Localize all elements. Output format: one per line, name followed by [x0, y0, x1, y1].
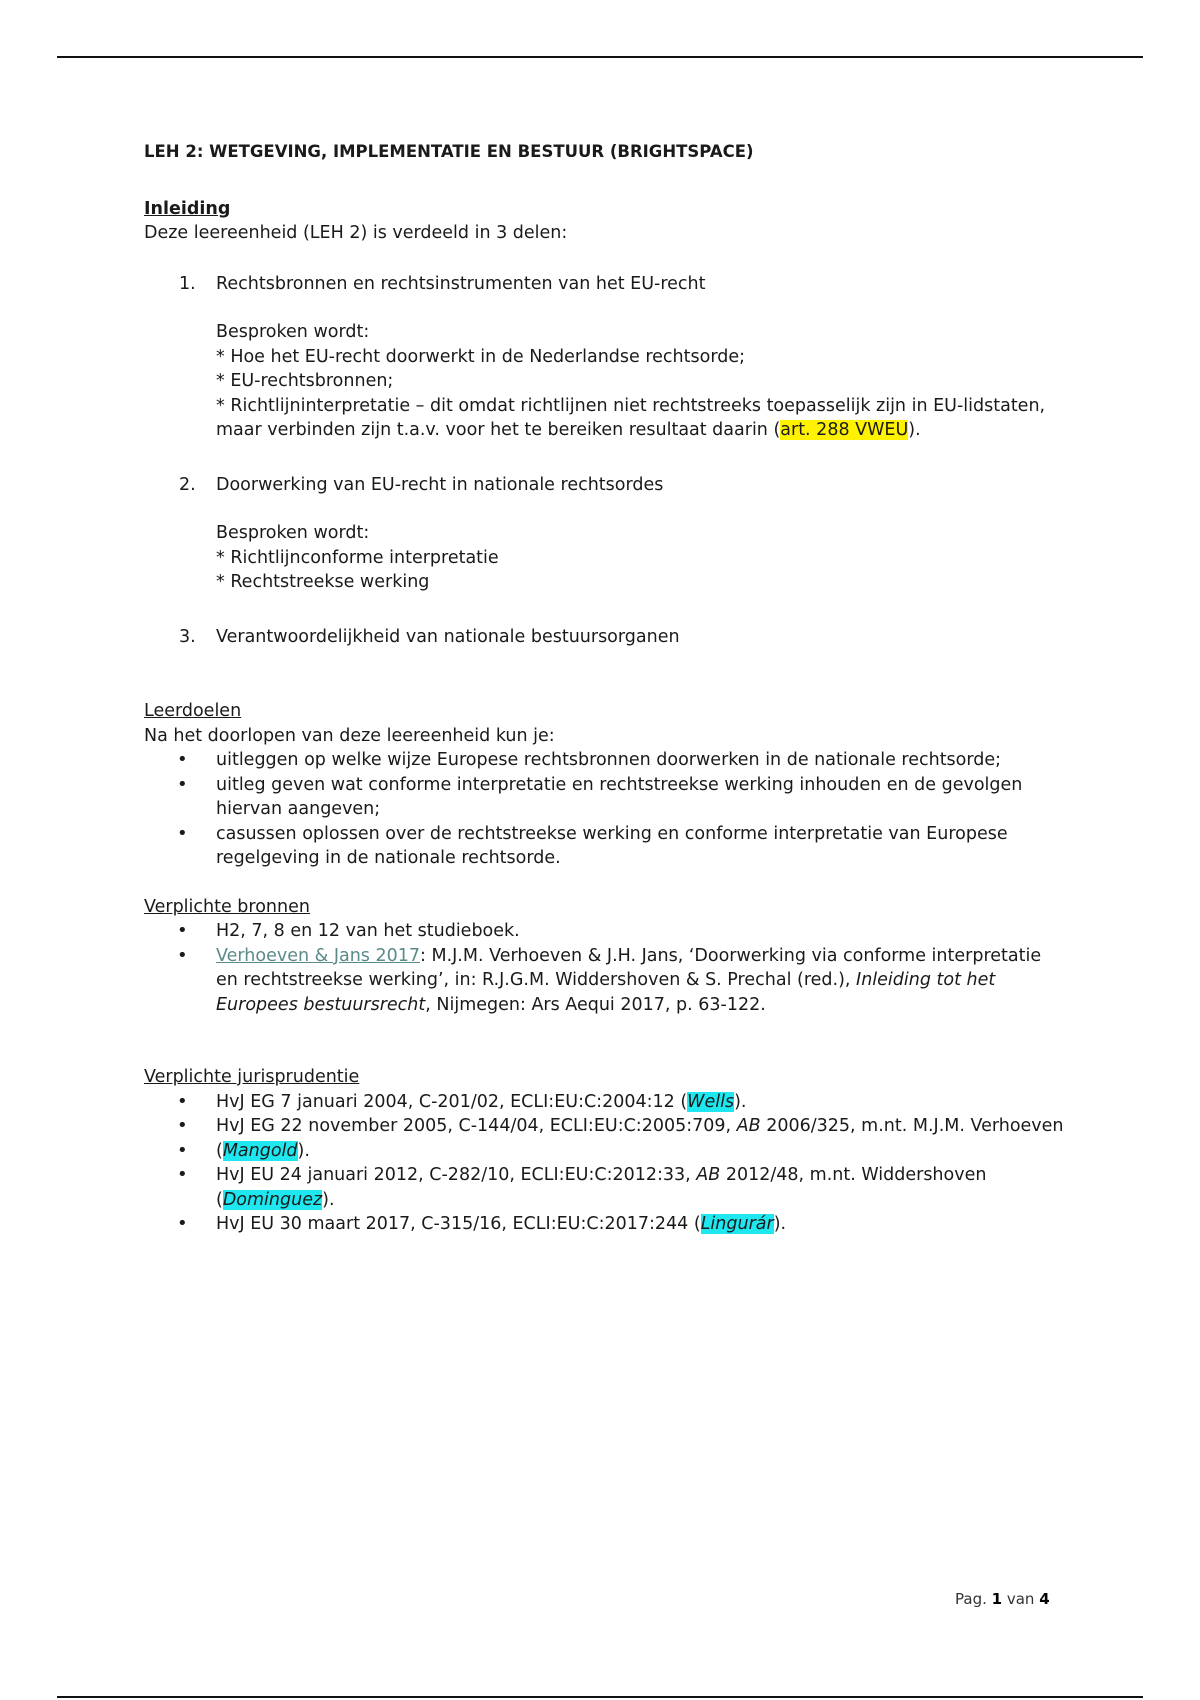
leerdoelen-intro: Na het doorlopen van deze leereenheid kun je:: [144, 725, 555, 746]
bronnen-section: [144, 895, 1064, 1018]
part-item-2: [144, 473, 1064, 595]
page-number: 1: [991, 1590, 1003, 1608]
source-text: : M.J.M. Verhoeven & J.H. Jans, ‘Doorwerking via conforme interpretatie en rechtstreekse werking’, in: R.J.G.M. Widdershoven & S. Prechal (red.),: [216, 945, 1042, 990]
discussed-item: [216, 394, 1064, 443]
footer-rule: [57, 1696, 1143, 1698]
discussed-item: * Rechtstreekse werking: [216, 572, 430, 592]
list-item: [144, 1114, 1064, 1139]
part-item-3: [144, 625, 1064, 650]
part-discussion: [216, 521, 1064, 595]
case-end: ).: [322, 1189, 335, 1210]
jurisprudentie-list: [144, 1090, 1064, 1237]
case-end: ).: [734, 1091, 747, 1112]
leerdoelen-list: [144, 748, 1064, 871]
page-middle: van: [1002, 1590, 1040, 1608]
list-item: [144, 1163, 1064, 1212]
case-end: ).: [773, 1214, 787, 1234]
case-text: HvJ EG 7 januari 2004, C-201/02, ECLI:EU:C:2004:12 (: [216, 1091, 688, 1112]
source-link[interactable]: Verhoeven & Jans 2017: [216, 945, 421, 966]
jurisprudentie-heading: Verplichte jurisprudentie: [144, 1067, 360, 1087]
part-discussion: [216, 320, 1064, 443]
page-footer: [955, 1590, 1050, 1608]
case-name: Mangold: [222, 1140, 298, 1161]
list-item: • uitleg geven wat conforme interpretatie en rechtstreekse werking inhouden en de gevolgen hiervan aangeven;: [144, 773, 1064, 822]
header-rule: [57, 56, 1143, 58]
list-item: [144, 1139, 1064, 1164]
case-name: Dominguez: [222, 1189, 323, 1210]
source-text-end: , Nijmegen: Ars Aequi 2017, p. 63-122.: [425, 994, 766, 1015]
case-text-mid: 2012/48, m.nt. Widdershoven (: [216, 1165, 987, 1210]
discussed-item-text: * Richtlijninterpretatie – dit omdat richtlijnen niet rechtstreeks toepasselijk zijn in EU-lidstaten, maar verbinden zijn t.a.v. voor het te bereiken resultaat daarin (: [216, 395, 1046, 440]
list-item: • casussen oplossen over de rechtstreekse werking en conforme interpretatie van Europese regelgeving in de nationale rechtsorde.: [144, 822, 1064, 871]
case-name: Lingurár: [700, 1214, 774, 1234]
document-title: LEH 2: WETGEVING, IMPLEMENTATIE EN BESTUUR (BRIGHTSPACE): [144, 142, 754, 161]
case-ab: AB: [736, 1116, 761, 1136]
highlighted-article: art. 288 VWEU: [780, 420, 909, 440]
discussed-label: Besproken wordt:: [216, 523, 370, 543]
discussed-item: * Hoe het EU-recht doorwerkt in de Nederlandse rechtsorde;: [216, 346, 745, 367]
jurisprudentie-section: [144, 1065, 1064, 1237]
case-text: HvJ EG 22 november 2005, C-144/04, ECLI:EU:C:2005:709,: [216, 1116, 737, 1136]
part-number: 1.: [179, 273, 196, 294]
list-item: [144, 1090, 1064, 1115]
discussed-label: Besproken wordt:: [216, 322, 370, 342]
bronnen-heading: Verplichte bronnen: [144, 896, 310, 917]
list-item: [144, 944, 1064, 1018]
inleiding-section: [144, 197, 1064, 650]
part-title: Verantwoordelijkheid van nationale bestuursorganen: [216, 626, 680, 647]
case-end: ).: [297, 1140, 310, 1161]
discussed-item: * EU-rechtsbronnen;: [216, 371, 394, 391]
inleiding-heading: Inleiding: [144, 198, 231, 219]
part-number: 2.: [179, 474, 196, 495]
page-prefix: Pag.: [955, 1590, 992, 1608]
inleiding-intro: Deze leereenheid (LEH 2) is verdeeld in 3 delen:: [144, 223, 568, 243]
leerdoelen-section: [144, 699, 1064, 871]
case-ab: AB: [696, 1165, 721, 1185]
case-text: HvJ EU 30 maart 2017, C-315/16, ECLI:EU:C:2017:244 (: [216, 1214, 701, 1234]
parts-list: [144, 272, 1064, 650]
page-total: 4: [1039, 1590, 1050, 1608]
bronnen-list: [144, 919, 1064, 1017]
part-item-1: [144, 272, 1064, 443]
leerdoelen-heading: Leerdoelen: [144, 701, 242, 721]
part-number: 3.: [179, 626, 196, 647]
source-book-title: Inleiding tot het Europees bestuursrecht: [216, 970, 996, 1015]
part-title: Doorwerking van EU-recht in nationale rechtsordes: [216, 474, 664, 495]
list-item: • H2, 7, 8 en 12 van het studieboek.: [144, 919, 1064, 944]
discussed-item-end: ).: [908, 420, 921, 440]
discussed-item: * Richtlijnconforme interpretatie: [216, 547, 499, 568]
document-body: [144, 140, 1064, 1237]
case-name: Wells: [687, 1091, 735, 1112]
list-item: [144, 1212, 1064, 1237]
list-item: • uitleggen op welke wijze Europese rechtsbronnen doorwerken in de nationale rechtsorde;: [144, 748, 1064, 773]
part-title: Rechtsbronnen en rechtsinstrumenten van het EU-recht: [216, 273, 706, 294]
case-text: HvJ EU 24 januari 2012, C-282/10, ECLI:EU:C:2012:33,: [216, 1165, 697, 1185]
case-end: 2006/325, m.nt. M.J.M. Verhoeven: [760, 1116, 1064, 1136]
case-text: (: [216, 1140, 223, 1161]
